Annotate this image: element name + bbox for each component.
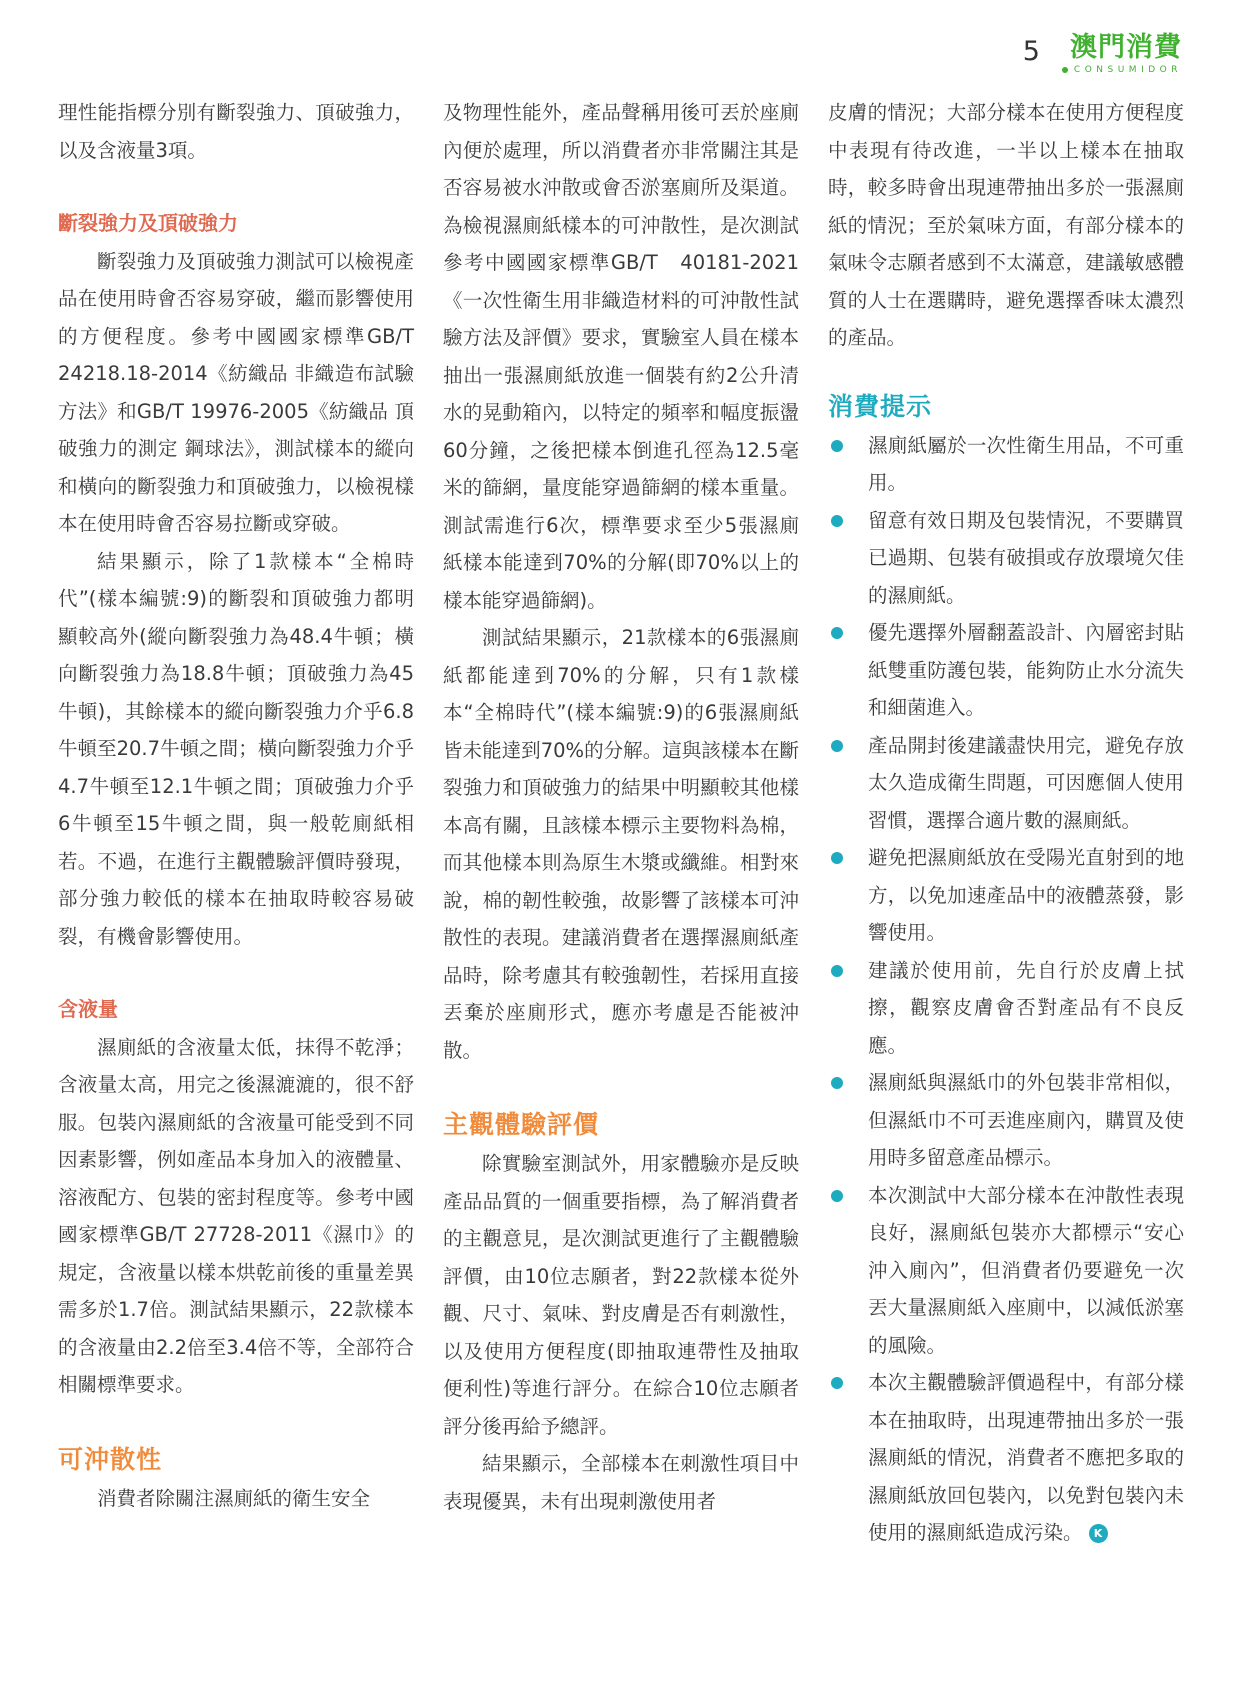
page-number: 5 bbox=[1022, 36, 1040, 67]
bullet-dot-icon bbox=[831, 965, 843, 977]
tip-item bbox=[828, 1177, 1184, 1365]
column-2 bbox=[443, 94, 799, 1520]
tip-item bbox=[828, 1364, 1184, 1552]
bullet-dot-icon bbox=[831, 1077, 843, 1089]
bullet-dot-icon bbox=[831, 740, 843, 752]
tip-text: 本次主觀體驗評價過程中，有部分樣本在抽取時，出現連帶抽出多於一張濕廁紙的情況，消費者不應把多取的濕廁紙放回包裝內，以免對包裝內未使用的濕廁紙造成污染。 bbox=[868, 1371, 1184, 1544]
tip-item bbox=[828, 839, 1184, 952]
tip-item bbox=[828, 502, 1184, 615]
bullet-dot-icon bbox=[831, 852, 843, 864]
tip-text-last bbox=[868, 1364, 1184, 1552]
tip-text: 濕廁紙與濕紙巾的外包裝非常相似，但濕紙巾不可丟進座廁內，購買及使用時多留意產品標示。 bbox=[868, 1071, 1184, 1169]
consumer-tips-list bbox=[828, 427, 1184, 1552]
liquid-paragraph: 濕廁紙的含液量太低，抹得不乾淨；含液量太高，用完之後濕漉漉的，很不舒服。包裝內濕廁紙的含液量可能受到不同因素影響，例如產品本身加入的液體量、溶液配方、包裝的密封程度等。參考中國國家標準GB/T 27728-2011《濕巾》的規定，含液量以樣本烘乾前後的重量差異需多於1.7倍。測試結果顯示，22款樣本的含液量由2.2倍至3.4倍不等，全部符合相關標準要求。 bbox=[58, 1035, 414, 1396]
brand-name-latin-text: CONSUMIDOR bbox=[1073, 65, 1182, 75]
column-1 bbox=[58, 94, 414, 1517]
article-body bbox=[58, 94, 1182, 1654]
subjective-paragraph-continued: 皮膚的情況；大部分樣本在使用方便程度中表現有待改進，一半以上樣本在抽取時，較多時會出現連帶抽出多於一張濕廁紙的情況；至於氣味方面，有部分樣本的氣味令志願者感到不太滿意，建議敏感體質的人士在選購時，避免選擇香味太濃烈的產品。 bbox=[828, 101, 1184, 349]
tip-text: 避免把濕廁紙放在受陽光直射到的地方，以免加速產品中的液體蒸發，影響使用。 bbox=[868, 846, 1184, 944]
tip-item bbox=[828, 727, 1184, 840]
strength-paragraph-2: 結果顯示，除了1款樣本“全棉時代”(樣本編號:9)的斷裂和頂破強力都明顯較高外(縱向斷裂強力為48.4牛頓；橫向斷裂強力為18.8牛頓；頂破強力為45牛頓)，其餘樣本的縱向斷裂強力介乎6.8牛頓至20.7牛頓之間；橫向斷裂強力介乎4.7牛頓至12.1牛頓之間；頂破強力介乎6牛頓至15牛頓之間，與一般乾廁紙相若。不過，在進行主觀體驗評價時發現，部分強力較低的樣本在抽取時較容易破裂，有機會影響使用。 bbox=[58, 549, 414, 948]
bullet-dot-icon bbox=[831, 515, 843, 527]
heading-consumer-tips: 消費提示 bbox=[828, 391, 933, 421]
tip-item bbox=[828, 614, 1184, 727]
brand-dot-icon bbox=[1062, 67, 1068, 73]
tip-item bbox=[828, 427, 1184, 502]
brand-name-chinese: 澳門消費 bbox=[1070, 32, 1182, 63]
brand-logo bbox=[1062, 34, 1182, 75]
heading-strength: 斷裂強力及頂破強力 bbox=[58, 211, 238, 235]
end-of-article-icon: K bbox=[1089, 1524, 1108, 1543]
tip-item bbox=[828, 1064, 1184, 1177]
flushability-paragraph-start: 消費者除關注濕廁紙的衛生安全 bbox=[97, 1486, 371, 1510]
tip-text: 留意有效日期及包裝情況，不要購買已過期、包裝有破損或存放環境欠佳的濕廁紙。 bbox=[868, 508, 1184, 607]
brand-name-latin bbox=[1062, 65, 1182, 75]
bullet-dot-icon bbox=[831, 627, 843, 639]
bullet-dot-icon bbox=[831, 1377, 843, 1389]
heading-subjective-evaluation: 主觀體驗評價 bbox=[443, 1110, 600, 1139]
bullet-dot-icon bbox=[831, 440, 843, 452]
strength-paragraph-1: 斷裂強力及頂破強力測試可以檢視產品在使用時會否容易穿破，繼而影響使用的方便程度。參考中國國家標準GB/T 24218.18-2014《紡織品 非織造布試驗方法》和GB/T 19976-2005《紡織品 頂破強力的測定 鋼球法》，測試樣本的縱向和橫向的斷裂強力和頂破強力，以檢視樣本在使用時會否容易拉斷或穿破。 bbox=[58, 249, 414, 535]
heading-flushability: 可沖散性 bbox=[58, 1444, 163, 1474]
tip-text: 濕廁紙屬於一次性衛生用品，不可重用。 bbox=[868, 433, 1184, 494]
page-header bbox=[1023, 34, 1182, 74]
tip-text: 產品開封後建議盡快用完，避免存放太久造成衛生問題，可因應個人使用習慣，選擇合適片數的濕廁紙。 bbox=[868, 733, 1184, 832]
flushability-paragraph-1: 及物理性能外，產品聲稱用後可丟於座廁內便於處理，所以消費者亦非常關注其是否容易被水沖散或會否淤塞廁所及渠道。為檢視濕廁紙樣本的可沖散性，是次測試參考中國國家標準GB/T 40181-2021《一次性衛生用非織造材料的可沖散性試驗方法及評價》要求，實驗室人員在樣本抽出一張濕廁紙放進一個裝有約2公升清水的晃動箱內，以特定的頻率和幅度振盪60分鐘，之後把樣本倒進孔徑為12.5毫米的篩網，量度能穿過篩網的樣本重量。測試需進行6次，標準要求至少5張濕廁紙樣本能達到70%的分解(即70%以上的樣本能穿過篩網)。 bbox=[443, 101, 799, 612]
intro-paragraph: 理性能指標分別有斷裂強力、頂破強力，以及含液量3項。 bbox=[58, 101, 414, 162]
column-3 bbox=[828, 94, 1184, 1552]
heading-liquid-content: 含液量 bbox=[58, 997, 118, 1021]
tip-text: 建議於使用前，先自行於皮膚上拭擦，觀察皮膚會否對產品有不良反應。 bbox=[868, 958, 1184, 1057]
tip-text: 優先選擇外層翻蓋設計、內層密封貼紙雙重防護包裝，能夠防止水分流失和細菌進入。 bbox=[868, 621, 1184, 719]
subjective-paragraph-2: 結果顯示，全部樣本在刺激性項目中表現優異，未有出現刺激使用者 bbox=[443, 1452, 799, 1513]
bullet-dot-icon bbox=[831, 1190, 843, 1202]
tip-item bbox=[828, 952, 1184, 1065]
tip-text: 本次測試中大部分樣本在沖散性表現良好，濕廁紙包裝亦大都標示“安心沖入廁內”，但消費者仍要避免一次丟大量濕廁紙入座廁中，以減低淤塞的風險。 bbox=[868, 1183, 1184, 1357]
flushability-paragraph-2: 測試結果顯示，21款樣本的6張濕廁紙都能達到70%的分解，只有1款樣本“全棉時代”(樣本編號:9)的6張濕廁紙皆未能達到70%的分解。這與該樣本在斷裂強力和頂破強力的結果中明顯較其他樣本高有關，且該樣本標示主要物料為棉，而其他樣本則為原生木漿或纖維。相對來說，棉的韌性較強，故影響了該樣本可沖散性的表現。建議消費者在選擇濕廁紙產品時，除考慮其有較強韌性，若採用直接丟棄於座廁形式，應亦考慮是否能被沖散。 bbox=[443, 626, 799, 1062]
subjective-paragraph-1: 除實驗室測試外，用家體驗亦是反映產品品質的一個重要指標，為了解消費者的主觀意見，是次測試更進行了主觀體驗評價，由10位志願者，對22款樣本從外觀、尺寸、氣味、對皮膚是否有刺激性，以及使用方便程度(即抽取連帶性及抽取便利性)等進行評分。在綜合10位志願者評分後再給予總評。 bbox=[443, 1152, 799, 1438]
